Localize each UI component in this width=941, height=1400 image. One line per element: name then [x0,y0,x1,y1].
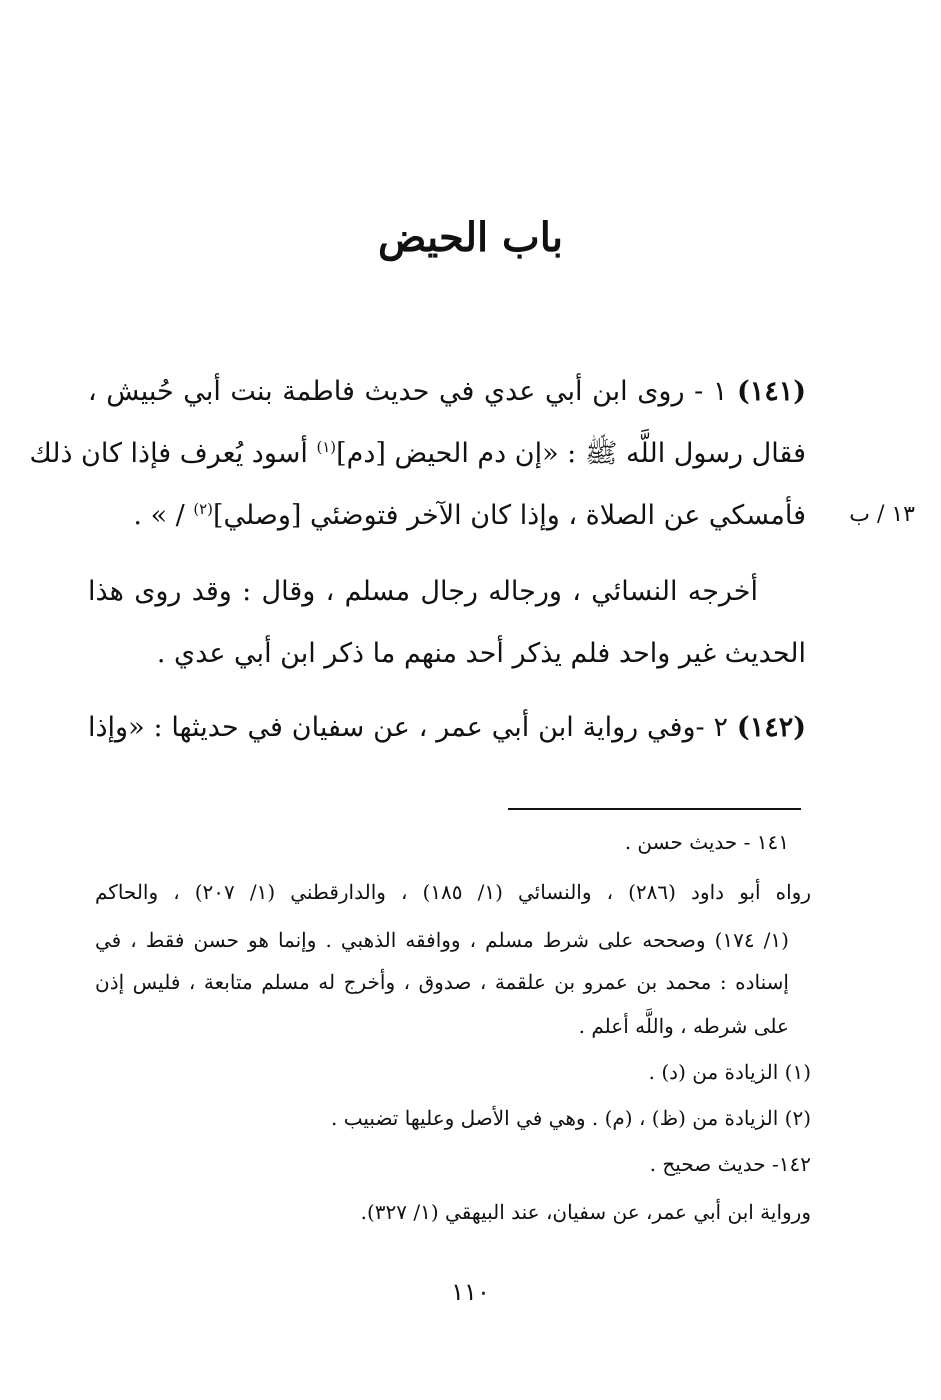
footnote-142-line-1: ورواية ابن أبي عمر، عن سفيان، عند البيهقي (١/ ٣٢٧). [360,1200,811,1224]
hadith-number: (١٤١) [736,376,807,407]
footnotes [95,0,811,1260]
footnote-2: (٢) الزيادة من (ظ) ، (م) . وهي في الأصل وعليها تضبيب . [331,1106,811,1130]
hadith-text: ٢ -وفي رواية ابن أبي عمر ، عن سفيان في حديثها : «وإذا [88,712,729,743]
footnote-141-line-1: رواه أبو داود (٢٨٦) ، والنسائي (١/ ١٨٥) ، والدارقطني (١/ ٢٠٧) ، والحاكم [95,880,811,904]
footnote-142-grade: ١٤٢- حديث صحيح . [649,1152,811,1176]
margin-folio-note: ١٣ / ب [849,502,915,527]
chapter-title: باب الحيض [377,214,564,261]
hadith-text: / » . [133,500,194,531]
footnote-141-grade: ١٤١ - حديث حسن . [624,830,789,854]
footnote-1: (١) الزيادة من (د) . [648,1060,811,1084]
footnote-marker: (٢) [193,500,213,518]
footnote-141-line-2: (١/ ١٧٤) وصححه على شرط مسلم ، ووافقه الذهبي . وإنما هو حسن فقط ، في [95,928,789,952]
commentary-line-1: أخرجه النسائي ، ورجاله رجال مسلم ، وقال : وقد روى هذا [88,576,758,607]
hadith-text: فقال رسول اللَّه ﷺ : «إن دم الحيض [دم] [336,438,806,469]
footnote-marker: (١) [316,438,337,456]
hadith-text: فأمسكي عن الصلاة ، وإذا كان الآخر فتوضئي [وصلي] [212,500,806,531]
hadith-number: (١٤٢) [736,712,806,743]
commentary-line-2: الحديث غير واحد فلم يذكر أحد منهم ما ذكر ابن أبي عدي . [156,638,806,669]
footnote-141-line-3: إسناده : محمد بن عمرو بن علقمة ، صدوق ، وأخرج له مسلم متابعة ، فليس إذن [95,970,789,994]
hadith-text: ١ - روى ابن أبي عدي في حديث فاطمة بنت أبي حُبيش ، [88,376,728,407]
hadith-text: أسود يُعرف فإذا كان ذلك [29,438,317,469]
page-number: ١١٠ [451,1278,490,1306]
footnote-141-line-4: على شرطه ، واللَّه أعلم . [578,1014,789,1038]
